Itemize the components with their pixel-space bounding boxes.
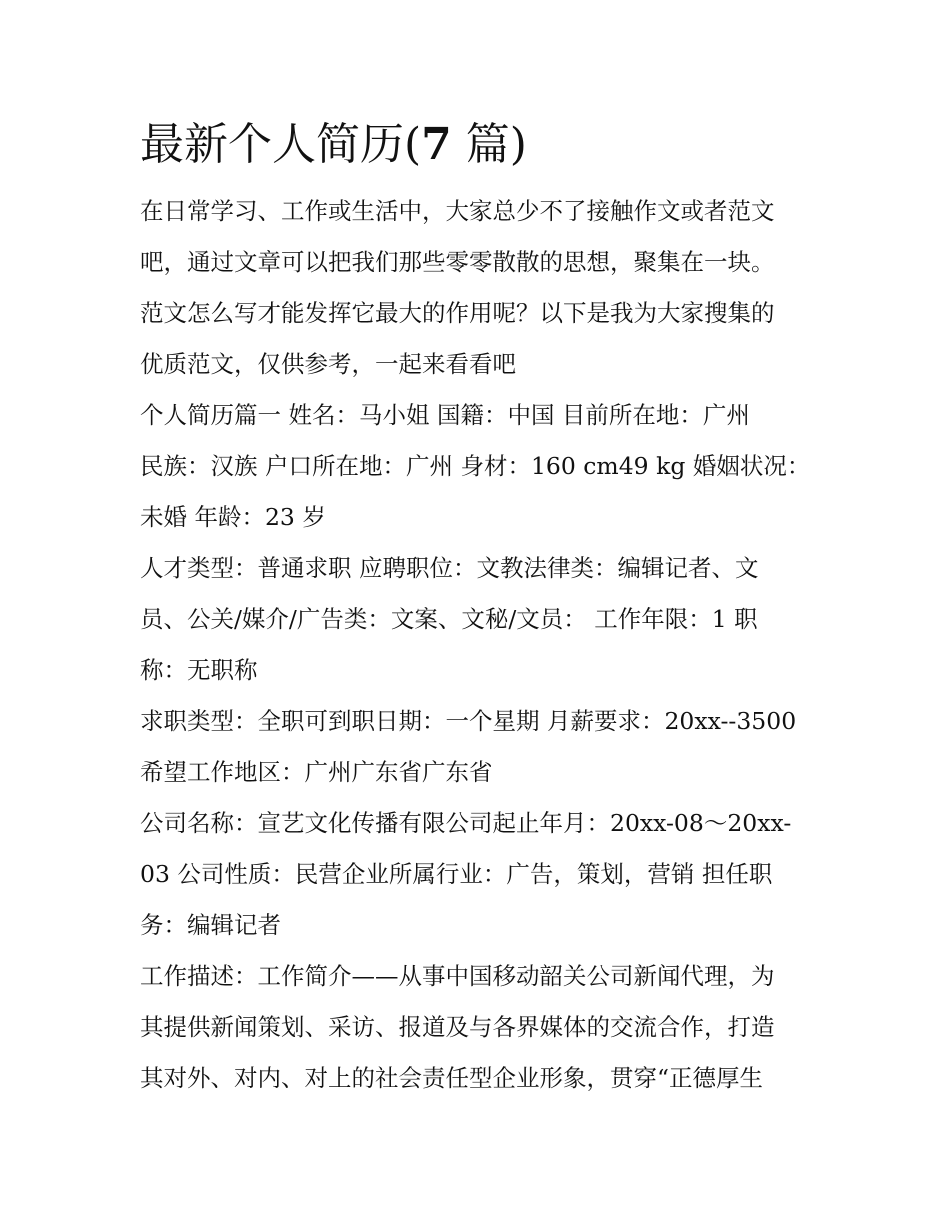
document-title [140,112,816,178]
text-line: 求职类型：全职可到职日期：一个星期 月薪要求：20xx--3500 [140,707,797,735]
title-text-start: 最新个人简历( [140,119,422,170]
text-line: 民族：汉族 户口所在地：广州 身材：160 cm49 kg 婚姻状况： [140,452,811,480]
intro-paragraph [140,186,816,390]
text-line: 员、公关/媒介/广告类：文案、文秘/文员： 工作年限：1 职 [140,605,758,633]
company-paragraph [140,798,816,951]
title-text-end: 篇) [451,119,527,170]
text-line: 优质范文，仅供参考，一起来看看吧 [140,350,516,378]
talent-type-paragraph [140,543,816,696]
text-line: 03 公司性质：民营企业所属行业：广告，策划，营销 担任职 [140,860,773,888]
text-line: 工作描述：工作简介——从事中国移动韶关公司新闻代理，为 [140,962,775,990]
text-line: 人才类型：普通求职 应聘职位：文教法律类：编辑记者、文 [140,554,759,582]
text-line: 称：无职称 [140,656,258,684]
document-body [140,112,816,1104]
job-intent-paragraph [140,696,816,798]
text-line: 务：编辑记者 [140,911,281,939]
job-description-paragraph [140,951,816,1104]
text-line: 其提供新闻策划、采访、报道及与各界媒体的交流合作，打造 [140,1013,775,1041]
text-line: 吧，通过文章可以把我们那些零零散散的思想，聚集在一块。 [140,248,775,276]
text-line: 希望工作地区：广州广东省广东省 [140,758,493,786]
text-line: 公司名称：宣艺文化传播有限公司起止年月：20xx-08～20xx- [140,809,792,837]
title-number: 7 [421,119,452,170]
personal-info-paragraph [140,390,816,543]
text-line: 个人简历篇一 姓名：马小姐 国籍：中国 目前所在地：广州 [140,401,750,429]
text-line: 在日常学习、工作或生活中，大家总少不了接触作文或者范文 [140,197,775,225]
text-line: 范文怎么写才能发挥它最大的作用呢？以下是我为大家搜集的 [140,299,775,327]
text-line: 未婚 年龄：23 岁 [140,503,326,531]
text-line: 其对外、对内、对上的社会责任型企业形象，贯穿“正德厚生 [140,1064,764,1092]
